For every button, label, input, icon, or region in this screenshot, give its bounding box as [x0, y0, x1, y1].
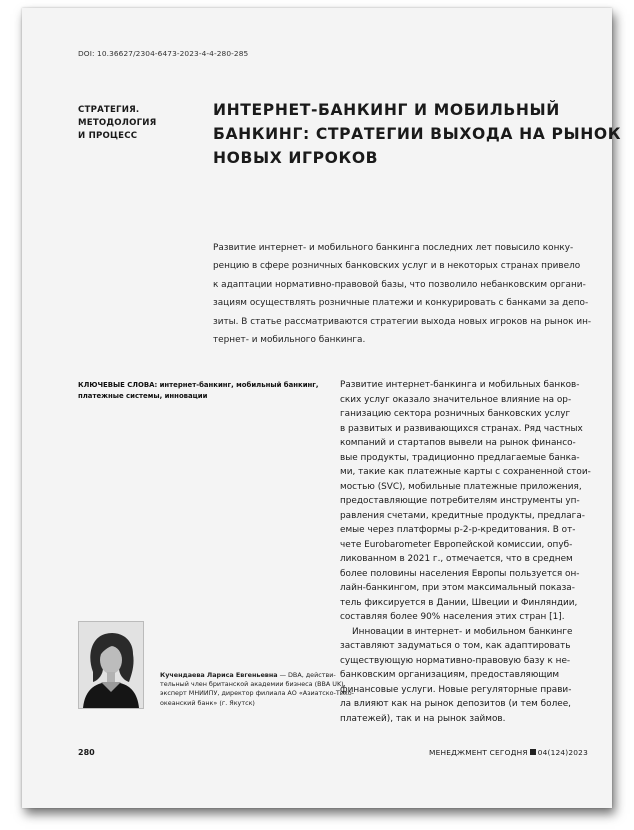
body-line: ла влияют как на рынок депозитов (и тем более,	[340, 699, 571, 709]
author-photo	[78, 621, 144, 709]
body-line: ских услуг оказало значительное влияние на ор-	[340, 394, 572, 405]
body-line: банковским организациям, предоставляющим	[340, 670, 560, 680]
author-info	[160, 671, 354, 708]
body-line: чете Eurobarometer Европейской комиссии, опуб-	[340, 539, 573, 550]
body-line: в развитых и развивающихся странах. Ряд частных	[340, 423, 583, 434]
body-text	[340, 378, 590, 726]
article-title	[213, 98, 622, 170]
keywords	[78, 380, 318, 401]
page-number: 280	[78, 748, 95, 757]
abstract-line: Развитие интернет- и мобильного банкинга последних лет повысило конку-	[213, 243, 574, 253]
author-line: тельный член британской академии бизнеса (BBA UK),	[160, 680, 346, 689]
journal-name: МЕНЕДЖМЕНТ СЕГОДНЯ	[429, 748, 528, 757]
body-line: Развитие интернет-банкинга и мобильных банков-	[340, 380, 580, 390]
body-line: лайн-банкингом, при этом максимальный показа-	[340, 583, 575, 593]
body-line: платежей), так и на рынок займов.	[340, 713, 506, 724]
body-line: тель фиксируется в Дании, Швеции и Финляндии,	[340, 597, 578, 608]
body-line: более половины населения Европы пользуется он-	[340, 568, 580, 579]
body-line: составляя более 90% населения этих стран [1].	[340, 612, 565, 622]
keywords-line: платежные системы, инновации	[78, 391, 208, 400]
body-line: финансовые услуги. Новые регуляторные прави-	[340, 684, 572, 695]
abstract-line: к адаптации нормативно-правовой базы, что позволило небанковским органи-	[213, 279, 586, 290]
author-line: эксперт МНИИПУ, директор филиала АО «Азиатско-Тихо-	[160, 689, 354, 698]
journal-issue: 04(124)2023	[537, 748, 588, 757]
body-line: вые продукты, традиционно предлагаемые банка-	[340, 452, 580, 463]
body-line: емые через платформы p-2-p-кредитования. В от-	[340, 525, 576, 535]
body-line: ми, такие как платежные карты с сохраненной стои-	[340, 467, 591, 477]
square-separator-icon	[530, 749, 536, 755]
abstract	[213, 239, 592, 349]
doi: DOI: 10.36627/2304-6473-2023-4-4-280-285	[78, 49, 249, 58]
body-line: мостью (SVC), мобильные платежные приложения,	[340, 481, 582, 492]
abstract-line: ренцию в сфере розничных банковских услуг и в некоторых странах привело	[213, 261, 581, 272]
body-line: ликованном в 2021 г., отмечается, что в среднем	[340, 554, 573, 564]
journal-page	[22, 8, 622, 808]
author-name: Кучендаева Лариса Евгеньевна	[160, 671, 278, 679]
body-line: существующую нормативно-правовую базу к не-	[340, 655, 571, 666]
body-line: заставляют задуматься о том, как адаптировать	[340, 641, 571, 651]
body-line: Инновации в интернет- и мобильном банкинге	[352, 626, 573, 637]
author-line: океанский банк» (г. Якутск)	[160, 698, 255, 707]
section-line: СТРАТЕГИЯ.	[78, 105, 140, 115]
abstract-line: зиты. В статье рассматриваются стратегии выхода новых игроков на рынок ин-	[213, 316, 592, 327]
body-line: компаний и стартапов вывели на рынок финансо-	[340, 438, 576, 448]
section-label	[78, 104, 156, 143]
title-line: БАНКИНГ: СТРАТЕГИИ ВЫХОДА НА РЫНОК	[213, 125, 622, 143]
abstract-line: тернет- и мобильного банкинга.	[213, 335, 366, 346]
keywords-line: КЛЮЧЕВЫЕ СЛОВА: интернет-банкинг, мобильный банкинг,	[78, 381, 319, 389]
title-line: ИНТЕРНЕТ-БАНКИНГ И МОБИЛЬНЫЙ	[213, 101, 560, 119]
title-line: НОВЫХ ИГРОКОВ	[213, 149, 379, 167]
section-line: И ПРОЦЕСС	[78, 131, 138, 141]
abstract-line: зациям осуществлять розничные платежи и конкурировать с банками за депо-	[213, 298, 589, 309]
section-line: МЕТОДОЛОГИЯ	[78, 118, 157, 128]
body-line: равления счетами, кредитные продукты, предлага-	[340, 510, 585, 521]
body-line: ганизацию сектора розничных банковских услуг	[340, 409, 571, 419]
body-line: предоставляющие потребителям инструменты уп-	[340, 496, 580, 506]
journal-footer	[429, 748, 588, 757]
author-role: — DBA, действи-	[277, 671, 336, 679]
